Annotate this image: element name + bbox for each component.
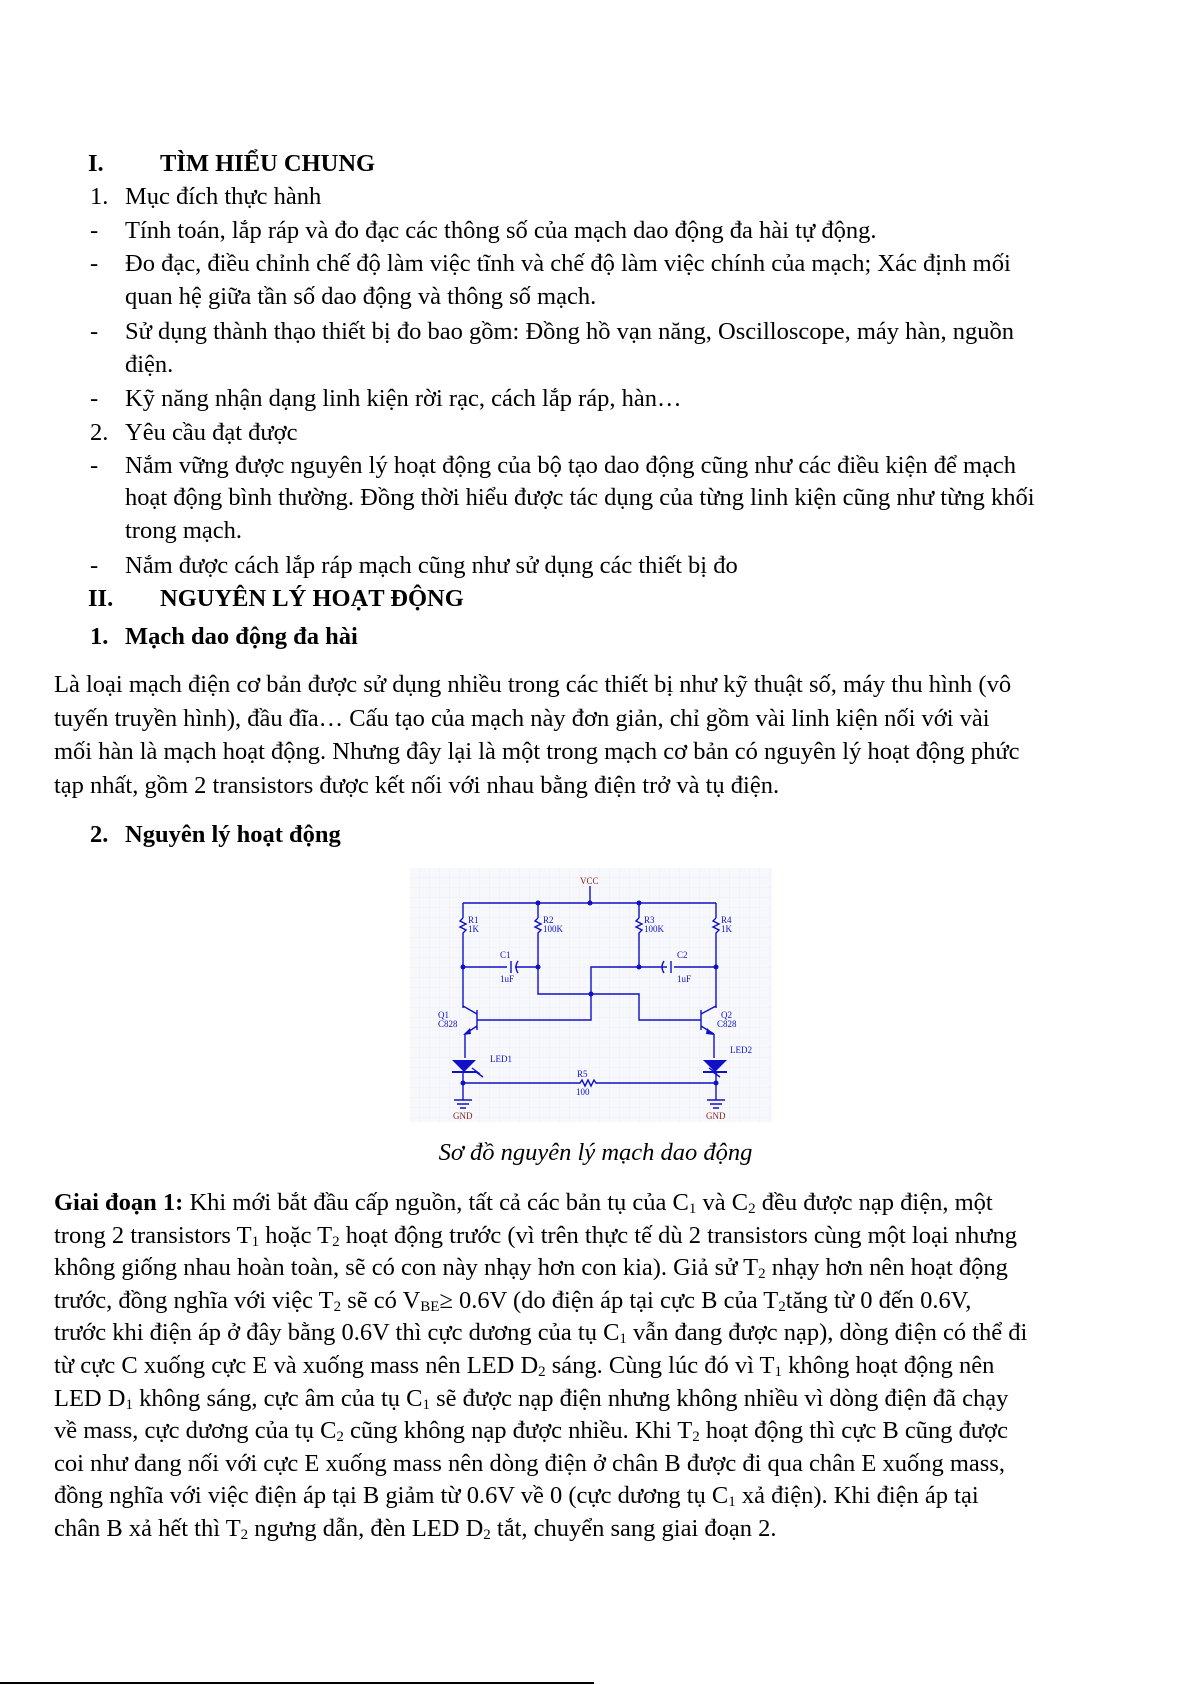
bullet-marker: - xyxy=(90,318,99,345)
c1-label: C1 xyxy=(500,950,511,960)
text-run: không giống nhau hoàn toàn, sẽ có con này nhạy hơn con kia). Giả sử T xyxy=(54,1254,759,1282)
paragraph-line: tuyến truyền hình), đầu đĩa… Cấu tạo của mạch này đơn giản, chỉ gồm vài linh kiện nối với vài xyxy=(54,704,990,732)
q1-value: C828 xyxy=(438,1019,458,1029)
item-number: 1. xyxy=(90,623,109,650)
text-run: từ cực C xuống cực E và xuống mass nên LED D xyxy=(54,1352,539,1379)
r3-value: 100K xyxy=(644,924,664,934)
subscript: 1 xyxy=(251,1233,260,1250)
bullet-text-line: điện. xyxy=(125,351,174,378)
subscript: BE xyxy=(420,1298,440,1315)
subscript: 2 xyxy=(748,1201,756,1217)
section-heading: TÌM HIỂU CHUNG xyxy=(160,150,376,177)
text-run: sẽ được nạp điện nhưng không nhiều vì dòng điện đã chạy xyxy=(429,1384,1009,1412)
bullet-marker: - xyxy=(90,385,99,412)
bullet-marker: - xyxy=(90,217,99,244)
paragraph-line: Là loại mạch điện cơ bản được sử dụng nhiều trong các thiết bị như kỹ thuật số, máy thu hình (vô xyxy=(54,671,1012,698)
subscript: 1 xyxy=(774,1364,783,1380)
subscript: 1 xyxy=(619,1331,627,1348)
bullet-marker: - xyxy=(90,452,99,479)
c2-label: C2 xyxy=(677,950,688,960)
item-number: 2. xyxy=(90,419,109,446)
subscript: 1 xyxy=(688,1201,697,1217)
section-heading: NGUYÊN LÝ HOẠT ĐỘNG xyxy=(160,585,464,612)
subscript: 2 xyxy=(692,1429,700,1446)
paragraph-line xyxy=(54,1447,1005,1480)
bullet-text-line: Nắm được cách lắp ráp mạch cũng như sử dụng các thiết bị đo xyxy=(125,552,738,579)
circuit-diagram xyxy=(410,868,772,1122)
q2-label: Q2 xyxy=(721,1010,732,1020)
text-run: hoặc T xyxy=(259,1221,333,1249)
subscript: 2 xyxy=(778,1298,786,1315)
text-run: và C xyxy=(696,1189,749,1216)
r4-value: 1K xyxy=(721,924,732,934)
section-number: II. xyxy=(88,585,114,612)
led2-label: LED2 xyxy=(730,1045,752,1055)
subscript: 2 xyxy=(332,1233,340,1250)
item-heading: Yêu cầu đạt được xyxy=(125,419,298,446)
text-run: trước, đồng nghĩa với việc T xyxy=(54,1286,334,1314)
paragraph-line: mối hàn là mạch hoạt động. Nhưng đây lại là một trong mạch cơ bản có nguyên lý hoạt động phức xyxy=(54,738,1020,766)
paragraph-line xyxy=(54,1479,979,1512)
text-run: LED D xyxy=(54,1384,126,1412)
bullet-marker: - xyxy=(90,552,99,579)
item-number: 1. xyxy=(90,183,109,210)
text-run: trong 2 transistors T xyxy=(54,1221,252,1249)
bullet-text-line: Đo đạc, điều chỉnh chế độ làm việc tĩnh và chế độ làm việc chính của mạch; Xác định mối xyxy=(125,250,1011,277)
text-run: sáng. Cùng lúc đó vì T xyxy=(545,1352,775,1379)
led1-label: LED1 xyxy=(490,1054,512,1064)
item-number: 2. xyxy=(90,821,109,848)
figure-caption: Sơ đồ nguyên lý mạch dao động xyxy=(438,1139,753,1166)
text-run: cũng không nạp được nhiều. Khi T xyxy=(343,1417,693,1445)
subscript: 2 xyxy=(240,1527,249,1543)
gnd1-label: GND xyxy=(453,1111,473,1121)
footnote-separator xyxy=(0,1682,594,1684)
paragraph-line xyxy=(54,1316,1027,1349)
text-run: ≥ 0.6V (do điện áp tại cực B của T xyxy=(439,1286,779,1314)
subscript: 2 xyxy=(483,1527,491,1543)
text-run: sẽ có V xyxy=(341,1286,421,1314)
bullet-text-line: Kỹ năng nhận dạng linh kiện rời rạc, cách lắp ráp, hàn… xyxy=(125,385,682,412)
r3-label: R3 xyxy=(644,915,655,925)
text-run: về mass, cực dương của tụ C xyxy=(54,1417,337,1445)
text-run: đều được nạp điện, một xyxy=(755,1189,993,1216)
paragraph-line xyxy=(54,1186,993,1219)
gnd2-label: GND xyxy=(706,1111,726,1121)
vcc-label: VCC xyxy=(580,876,599,886)
r1-label: R1 xyxy=(468,915,479,925)
bullet-marker: - xyxy=(90,250,99,277)
bullet-text-line: trong mạch. xyxy=(125,517,243,544)
item-heading: Mục đích thực hành xyxy=(125,183,322,210)
paragraph-line xyxy=(54,1382,1008,1415)
text-run: xả điện). Khi điện áp tại xyxy=(735,1482,979,1510)
c1-value: 1uF xyxy=(500,974,515,984)
text-run: không sáng, cực âm của tụ C xyxy=(132,1384,423,1412)
bullet-text-line: Tính toán, lắp ráp và đo đạc các thông số của mạch dao động đa hài tự động. xyxy=(125,217,877,244)
text-run: trước khi điện áp ở đây bằng 0.6V thì cực dương của tụ C xyxy=(54,1319,620,1347)
text-run: Khi mới bắt đầu cấp nguồn, tất cả các bản tụ của C xyxy=(183,1189,689,1216)
r2-label: R2 xyxy=(543,915,554,925)
bullet-text-line: quan hệ giữa tần số dao động và thông số mạch. xyxy=(125,283,597,310)
paragraph-line xyxy=(54,1284,971,1317)
text-run: tăng từ 0 đến 0.6V, xyxy=(785,1286,972,1314)
text-run: tắt, chuyển sang giai đoạn 2. xyxy=(490,1515,777,1542)
subscript: 1 xyxy=(125,1396,133,1413)
paragraph-line xyxy=(54,1251,1008,1284)
r1-value: 1K xyxy=(468,924,479,934)
c2-value: 1uF xyxy=(677,974,692,984)
q2-value: C828 xyxy=(717,1019,737,1029)
r5-value: 100 xyxy=(576,1087,590,1097)
stage-label: Giai đoạn 1: xyxy=(54,1189,184,1216)
text-run: ngưng dẫn, đèn LED D xyxy=(248,1515,484,1542)
section-number: I. xyxy=(88,150,104,177)
q1-label: Q1 xyxy=(438,1010,449,1020)
bullet-text-line: Sử dụng thành thạo thiết bị đo bao gồm: Đồng hồ vạn năng, Oscilloscope, máy hàn, nguồn xyxy=(125,318,1015,345)
item-heading: Mạch dao động đa hài xyxy=(125,623,358,650)
paragraph-line xyxy=(54,1349,994,1382)
text-run: hoạt động thì cực B cũng được xyxy=(699,1417,1009,1445)
paragraph-line: tạp nhất, gồm 2 transistors được kết nối với nhau bằng điện trở và tụ điện. xyxy=(54,772,780,800)
paragraph-line xyxy=(54,1414,1008,1447)
subscript: 2 xyxy=(538,1364,546,1380)
paragraph-line xyxy=(54,1219,1017,1252)
subscript: 1 xyxy=(422,1396,430,1413)
subscript: 1 xyxy=(728,1494,736,1511)
text-run: chân B xả hết thì T xyxy=(54,1515,241,1542)
subscript: 2 xyxy=(336,1429,344,1446)
subscript: 2 xyxy=(758,1266,766,1283)
text-run: hoạt động trước (vì trên thực tế dù 2 transistors cùng một loại nhưng xyxy=(339,1221,1018,1249)
text-run: nhạy hơn nên hoạt động xyxy=(765,1254,1008,1282)
text-run: vẫn đang được nạp), dòng điện có thể đi xyxy=(626,1319,1028,1347)
r2-value: 100K xyxy=(543,924,563,934)
paragraph-line xyxy=(54,1512,777,1545)
text-run: đồng nghĩa với việc điện áp tại B giảm từ 0.6V về 0 (cực dương tụ C xyxy=(54,1482,729,1510)
subscript: 2 xyxy=(333,1298,342,1315)
bullet-text-line: Nắm vững được nguyên lý hoạt động của bộ tạo dao động cũng như các điều kiện để mạch xyxy=(125,452,1016,479)
text-run: không hoạt động nên xyxy=(782,1352,995,1379)
item-heading: Nguyên lý hoạt động xyxy=(125,821,341,848)
text-run: coi như đang nối với cực E xuống mass nên dòng điện ở chân B được đi qua chân E xuống mass, xyxy=(54,1449,1006,1477)
r4-label: R4 xyxy=(721,915,732,925)
bullet-text-line: hoạt động bình thường. Đồng thời hiểu được tác dụng của từng linh kiện cũng như từng khối xyxy=(125,484,1035,511)
r5-label: R5 xyxy=(577,1069,588,1079)
